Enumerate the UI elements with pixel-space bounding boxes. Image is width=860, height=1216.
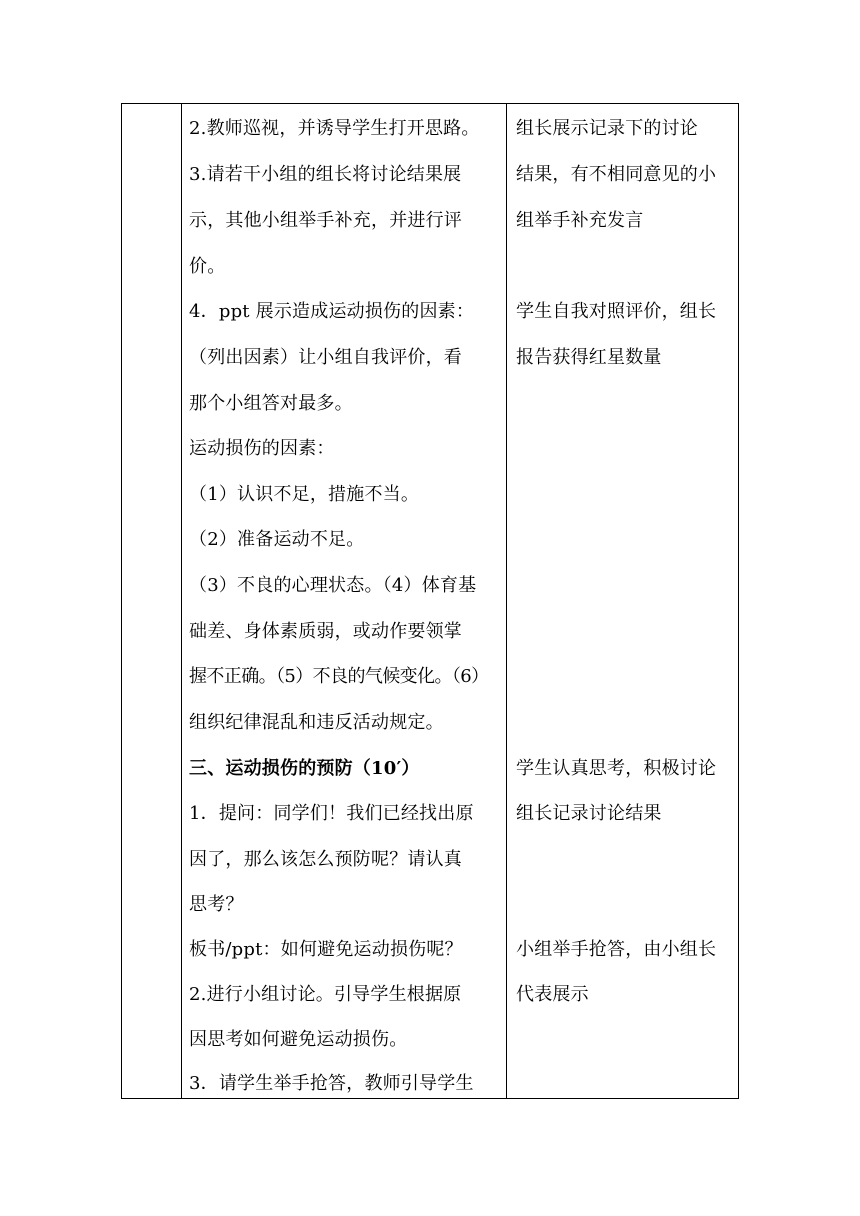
teacher-line-7: 那个小组答对最多。 — [189, 393, 353, 414]
teacher-line-1: 2.教师巡视，并诱导学生打开思路。 — [189, 118, 480, 139]
student-line-1: 组长展示记录下的讨论 — [516, 118, 698, 139]
teacher-line-9: （1）认识不足，措施不当。 — [189, 484, 420, 505]
teacher-line-5: 4．ppt 展示造成运动损伤的因素： — [189, 301, 475, 322]
teacher-line-20: 2.进行小组讨论。引导学生根据原 — [189, 984, 462, 1005]
student-line-9: 代表展示 — [516, 984, 589, 1005]
teacher-line-4: 价。 — [189, 256, 226, 277]
teacher-line-10: （2）准备运动不足。 — [189, 529, 365, 550]
section-heading-prevention: 三、运动损伤的预防（10′） — [189, 758, 420, 779]
teacher-line-21: 因思考如何避免运动损伤。 — [189, 1029, 408, 1050]
table-cell-blank — [122, 104, 182, 1099]
student-line-7: 组长记录讨论结果 — [516, 803, 662, 824]
lesson-plan-table — [121, 103, 739, 1099]
teacher-line-13: 握不正确。（5）不良的气候变化。（6） — [189, 666, 489, 687]
teacher-line-17: 因了，那么该怎么预防呢？请认真 — [189, 849, 462, 870]
teacher-line-14: 组织纪律混乱和违反活动规定。 — [189, 712, 444, 733]
teacher-line-2: 3.请若干小组的组长将讨论结果展 — [189, 164, 462, 185]
student-activity-cell — [507, 104, 739, 1099]
teacher-activity-cell — [182, 104, 507, 1099]
student-line-2: 结果，有不相同意见的小 — [516, 164, 717, 185]
teacher-line-16: 1．提问：同学们！我们已经找出原 — [189, 803, 474, 824]
student-line-6: 学生认真思考，积极讨论 — [516, 758, 717, 779]
teacher-line-12: 础差、身体素质弱，或动作要领掌 — [189, 621, 462, 642]
teacher-line-18: 思考？ — [189, 894, 244, 915]
teacher-line-11: （3）不良的心理状态。（4）体育基 — [189, 575, 477, 596]
teacher-line-6: （列出因素）让小组自我评价，看 — [189, 347, 462, 368]
teacher-line-3: 示，其他小组举手补充，并进行评 — [189, 210, 462, 231]
student-line-8: 小组举手抢答，由小组长 — [516, 939, 717, 960]
teacher-line-8: 运动损伤的因素： — [189, 438, 335, 459]
table-row — [122, 104, 739, 1099]
student-line-3: 组举手补充发言 — [516, 210, 644, 231]
teacher-line-19: 板书/ppt：如何避免运动损伤呢？ — [189, 939, 463, 960]
teacher-line-22: 3．请学生举手抢答，教师引导学生 — [189, 1073, 474, 1094]
student-line-5: 报告获得红星数量 — [516, 347, 662, 368]
student-line-4: 学生自我对照评价，组长 — [516, 301, 717, 322]
